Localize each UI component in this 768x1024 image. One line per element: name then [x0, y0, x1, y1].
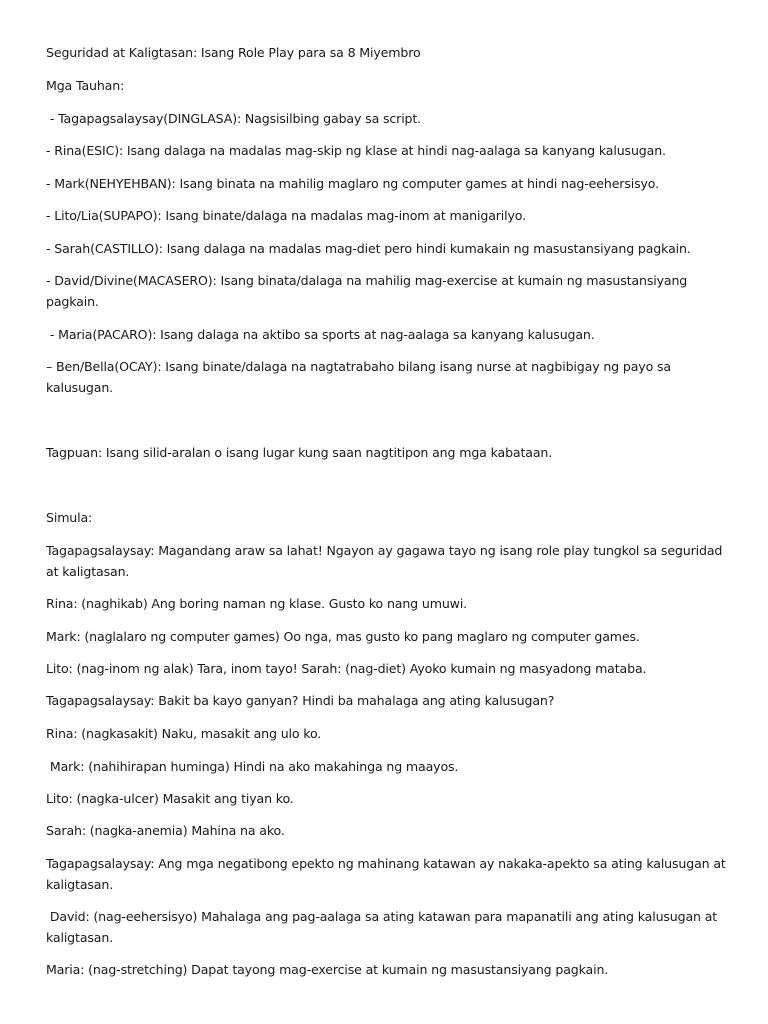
dialogue-line: Rina: (nagkasakit) Naku, masakit ang ulo ko.: [46, 726, 322, 741]
character-narrator: - Tagapagsalaysay(DINGLASA): Nagsisilbing gabay sa script.: [46, 111, 422, 126]
dialogue-line: Sarah: (nagka-anemia) Mahina na ako.: [46, 823, 285, 838]
character-mark: - Mark(NEHYEHBAN): Isang binata na mahilig maglaro ng computer games at hindi nag-eehersisyo.: [46, 176, 659, 191]
dialogue-line: Lito: (nagka-ulcer) Masakit ang tiyan ko.: [46, 791, 294, 806]
character-maria: - Maria(PACARO): Isang dalaga na aktibo sa sports at nag-aalaga sa kanyang kalusugan.: [46, 327, 595, 342]
dialogue-line: Rina: (naghikab) Ang boring naman ng klase. Gusto ko nang umuwi.: [46, 596, 468, 611]
start-heading: Simula:: [46, 510, 93, 525]
document-title: Seguridad at Kaligtasan: Isang Role Play para sa 8 Miyembro: [46, 45, 421, 60]
characters-heading: Mga Tauhan:: [46, 78, 125, 93]
character-ben: – Ben/Bella(OCAY): Isang binate/dalaga na nagtatrabaho bilang isang nurse at nagbibigay ng payo sa kalusugan.: [46, 359, 675, 395]
dialogue-line: Tagapagsalaysay: Magandang araw sa lahat! Ngayon ay gagawa tayo ng isang role play tungkol sa seguridad at kaligtasan.: [46, 543, 727, 579]
dialogue-line: Maria: (nag-stretching) Dapat tayong mag-exercise at kumain ng masustansiyang pagkain.: [46, 962, 609, 977]
character-lito: - Lito/Lia(SUPAPO): Isang binate/dalaga na madalas mag-inom at manigarilyo.: [46, 208, 526, 223]
setting-text: Tagpuan: Isang silid-aralan o isang lugar kung saan nagtitipon ang mga kabataan.: [46, 445, 553, 460]
dialogue-line: Mark: (nahihirapan huminga) Hindi na ako makahinga ng maayos.: [46, 759, 459, 774]
dialogue-line: Lito: (nag-inom ng alak) Tara, inom tayo! Sarah: (nag-diet) Ayoko kumain ng masyadong mataba.: [46, 661, 647, 676]
dialogue-line: Mark: (naglalaro ng computer games) Oo nga, mas gusto ko pang maglaro ng computer games.: [46, 629, 640, 644]
dialogue-line: Tagapagsalaysay: Ang mga negatibong epekto ng mahinang katawan ay nakaka-apekto sa ating kalusugan at kaligtasan.: [46, 856, 730, 892]
character-sarah: - Sarah(CASTILLO): Isang dalaga na madalas mag-diet pero hindi kumakain ng masustansiyang pagkain.: [46, 241, 691, 256]
dialogue-line: Tagapagsalaysay: Bakit ba kayo ganyan? Hindi ba mahalaga ang ating kalusugan?: [46, 693, 555, 708]
character-rina: - Rina(ESIC): Isang dalaga na madalas mag-skip ng klase at hindi nag-aalaga sa kanyang kalusugan.: [46, 143, 666, 158]
dialogue-line: David: (nag-eehersisyo) Mahalaga ang pag-aalaga sa ating katawan para mapanatili ang ating kalusugan at kaligtasan.: [46, 909, 721, 945]
character-david: - David/Divine(MACASERO): Isang binata/dalaga na mahilig mag-exercise at kumain ng masustansiyang pagkain.: [46, 273, 691, 309]
